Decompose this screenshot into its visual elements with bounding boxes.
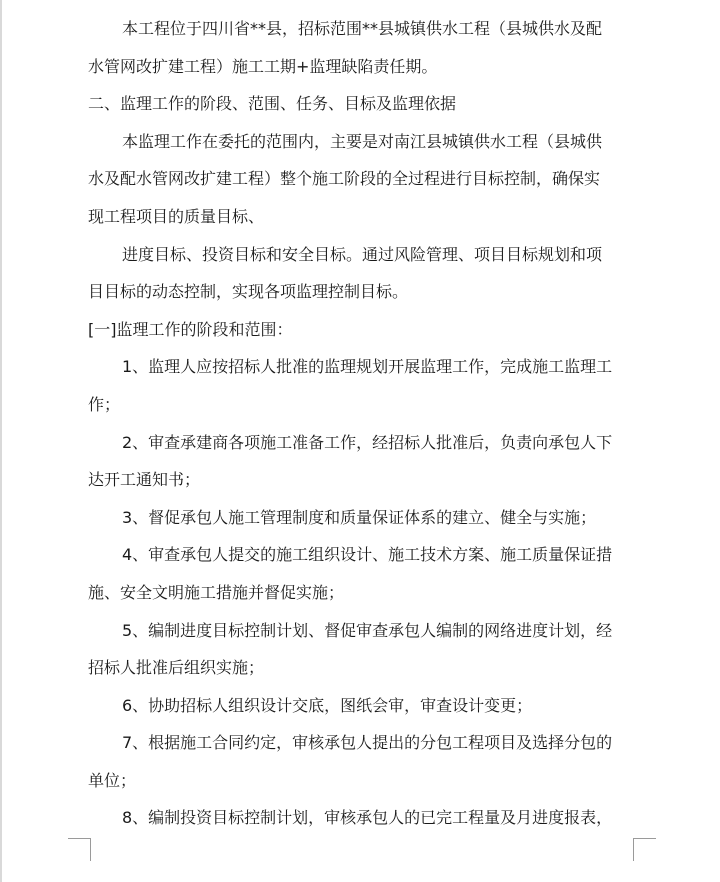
list-item [88,499,636,537]
list-item [88,612,636,650]
text-line [88,236,636,274]
line-text: 作； [88,394,121,414]
text-line [88,10,636,48]
text-line [88,198,636,236]
line-text: 现工程项目的质量目标、 [88,206,265,226]
list-item [88,424,636,462]
line-text: 8、编制投资目标控制计划，审核承包人的已完工程量及月进度报表， [122,808,613,828]
text-line [88,273,636,311]
page-corner-mark-left [68,838,91,861]
list-item [88,649,636,687]
line-text: 进度目标、投资目标和安全目标。通过风险管理、项目目标规划和项 [122,244,603,264]
line-text: 6、协助招标人组织设计交底，图纸会审，审查设计变更； [122,695,533,715]
text-line [88,160,636,198]
line-text: 达开工通知书； [88,470,201,490]
subsection-heading [88,311,636,349]
list-item [88,461,636,499]
line-text: 本监理工作在委托的范围内，主要是对南江县城镇供水工程（县城供 [122,131,603,151]
list-item [88,687,636,725]
section-heading [88,85,636,123]
list-item [88,574,636,612]
line-text: 7、根据施工合同约定，审核承包人提出的分包工程项目及选择分包的 [122,733,613,753]
line-text: 水及配水管网改扩建工程）整个施工阶段的全过程进行目标控制，确保实 [88,169,601,189]
list-item [88,762,636,800]
line-text: 单位； [88,770,137,790]
list-item [88,724,636,762]
line-text: 水管网改扩建工程）施工工期+监理缺陷责任期。 [88,56,438,76]
list-item [88,536,636,574]
line-text: [一]监理工作的阶段和范围： [88,319,293,339]
line-text: 招标人批准后组织实施； [88,658,265,678]
line-text: 5、编制进度目标控制计划、督促审查承包人编制的网络进度计划，经 [122,620,613,640]
line-text: 施、安全文明施工措施并督促实施； [88,582,345,602]
list-item [88,799,636,837]
list-item [88,386,636,424]
line-text: 3、督促承包人施工管理制度和质量保证体系的建立、健全与实施； [122,507,597,527]
line-text: 本工程位于四川省**县，招标范围**县城镇供水工程（县城供水及配 [122,19,603,38]
line-text: 二、监理工作的阶段、范围、任务、目标及监理依据 [88,94,457,114]
text-line [88,123,636,161]
document-body [88,10,636,837]
text-line [88,48,636,86]
line-text: 4、审查承包人提交的施工组织设计、施工技术方案、施工质量保证措 [122,545,613,565]
line-text: 2、审查承建商各项施工准备工作，经招标人批准后，负责向承包人下 [122,432,613,452]
line-text: 1、监理人应按招标人批准的监理规划开展监理工作，完成施工监理工 [122,357,613,377]
page-corner-mark-right [633,838,656,861]
list-item [88,348,636,386]
line-text: 目目标的动态控制，实现各项监理控制目标。 [88,282,409,302]
